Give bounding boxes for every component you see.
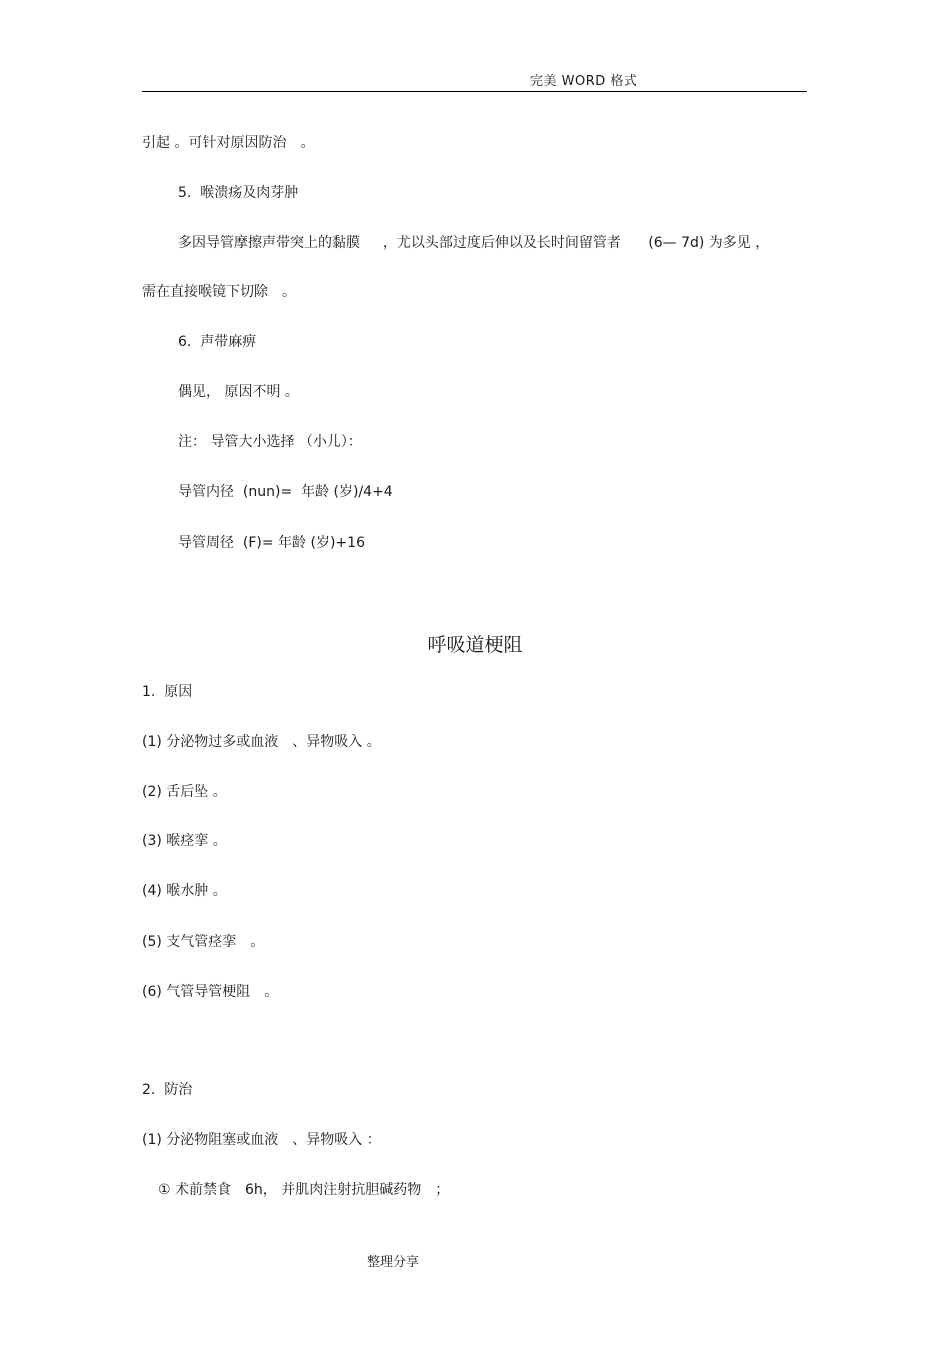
section-line: 1. 原因 bbox=[142, 684, 193, 700]
section-line: (2) 舌后坠 。 bbox=[142, 784, 227, 800]
body-line: 引起 。可针对原因防治 。 bbox=[142, 135, 315, 151]
section-line: (1) 分泌物阻塞或血液 、异物吸入 ： bbox=[142, 1132, 381, 1148]
body-line: 导管周径 (F)= 年龄 (岁)+16 bbox=[178, 535, 365, 551]
section-line: (4) 喉水肿 。 bbox=[142, 883, 227, 899]
section-line: (6) 气管导管梗阻 。 bbox=[142, 984, 279, 1000]
header-rule bbox=[142, 91, 807, 92]
body-line: 5. 喉溃疡及肉芽肿 bbox=[178, 185, 299, 201]
body-line: 需在直接喉镜下切除 。 bbox=[142, 284, 296, 300]
section-line: 2. 防治 bbox=[142, 1082, 193, 1098]
section-line: (1) 分泌物过多或血液 、异物吸入 。 bbox=[142, 734, 381, 750]
section-line: (5) 支气管痉挛 。 bbox=[142, 934, 265, 950]
section-line: (3) 喉痉挛 。 bbox=[142, 833, 227, 849]
page-footer-text: 整理分享 bbox=[367, 1255, 420, 1270]
section-title: 呼吸道梗阻 bbox=[427, 634, 523, 656]
section-line: ① 术前禁食 6h， 并肌肉注射抗胆碱药物 ； bbox=[158, 1182, 450, 1198]
body-line: 6. 声带麻痹 bbox=[178, 334, 257, 350]
body-line: 偶见， 原因不明 。 bbox=[178, 384, 299, 400]
body-line: 多因导管摩擦声带突上的黏膜 ，尤以头部过度后伸以及长时间留管者 (6— 7d) 为多见 ， bbox=[178, 235, 770, 251]
page-header-text: 完美 WORD 格式 bbox=[530, 74, 638, 89]
body-line: 导管内径 (nun)= 年龄 (岁)/4+4 bbox=[178, 484, 393, 500]
body-line: 注： 导管大小选择 （小儿）： bbox=[178, 434, 362, 450]
